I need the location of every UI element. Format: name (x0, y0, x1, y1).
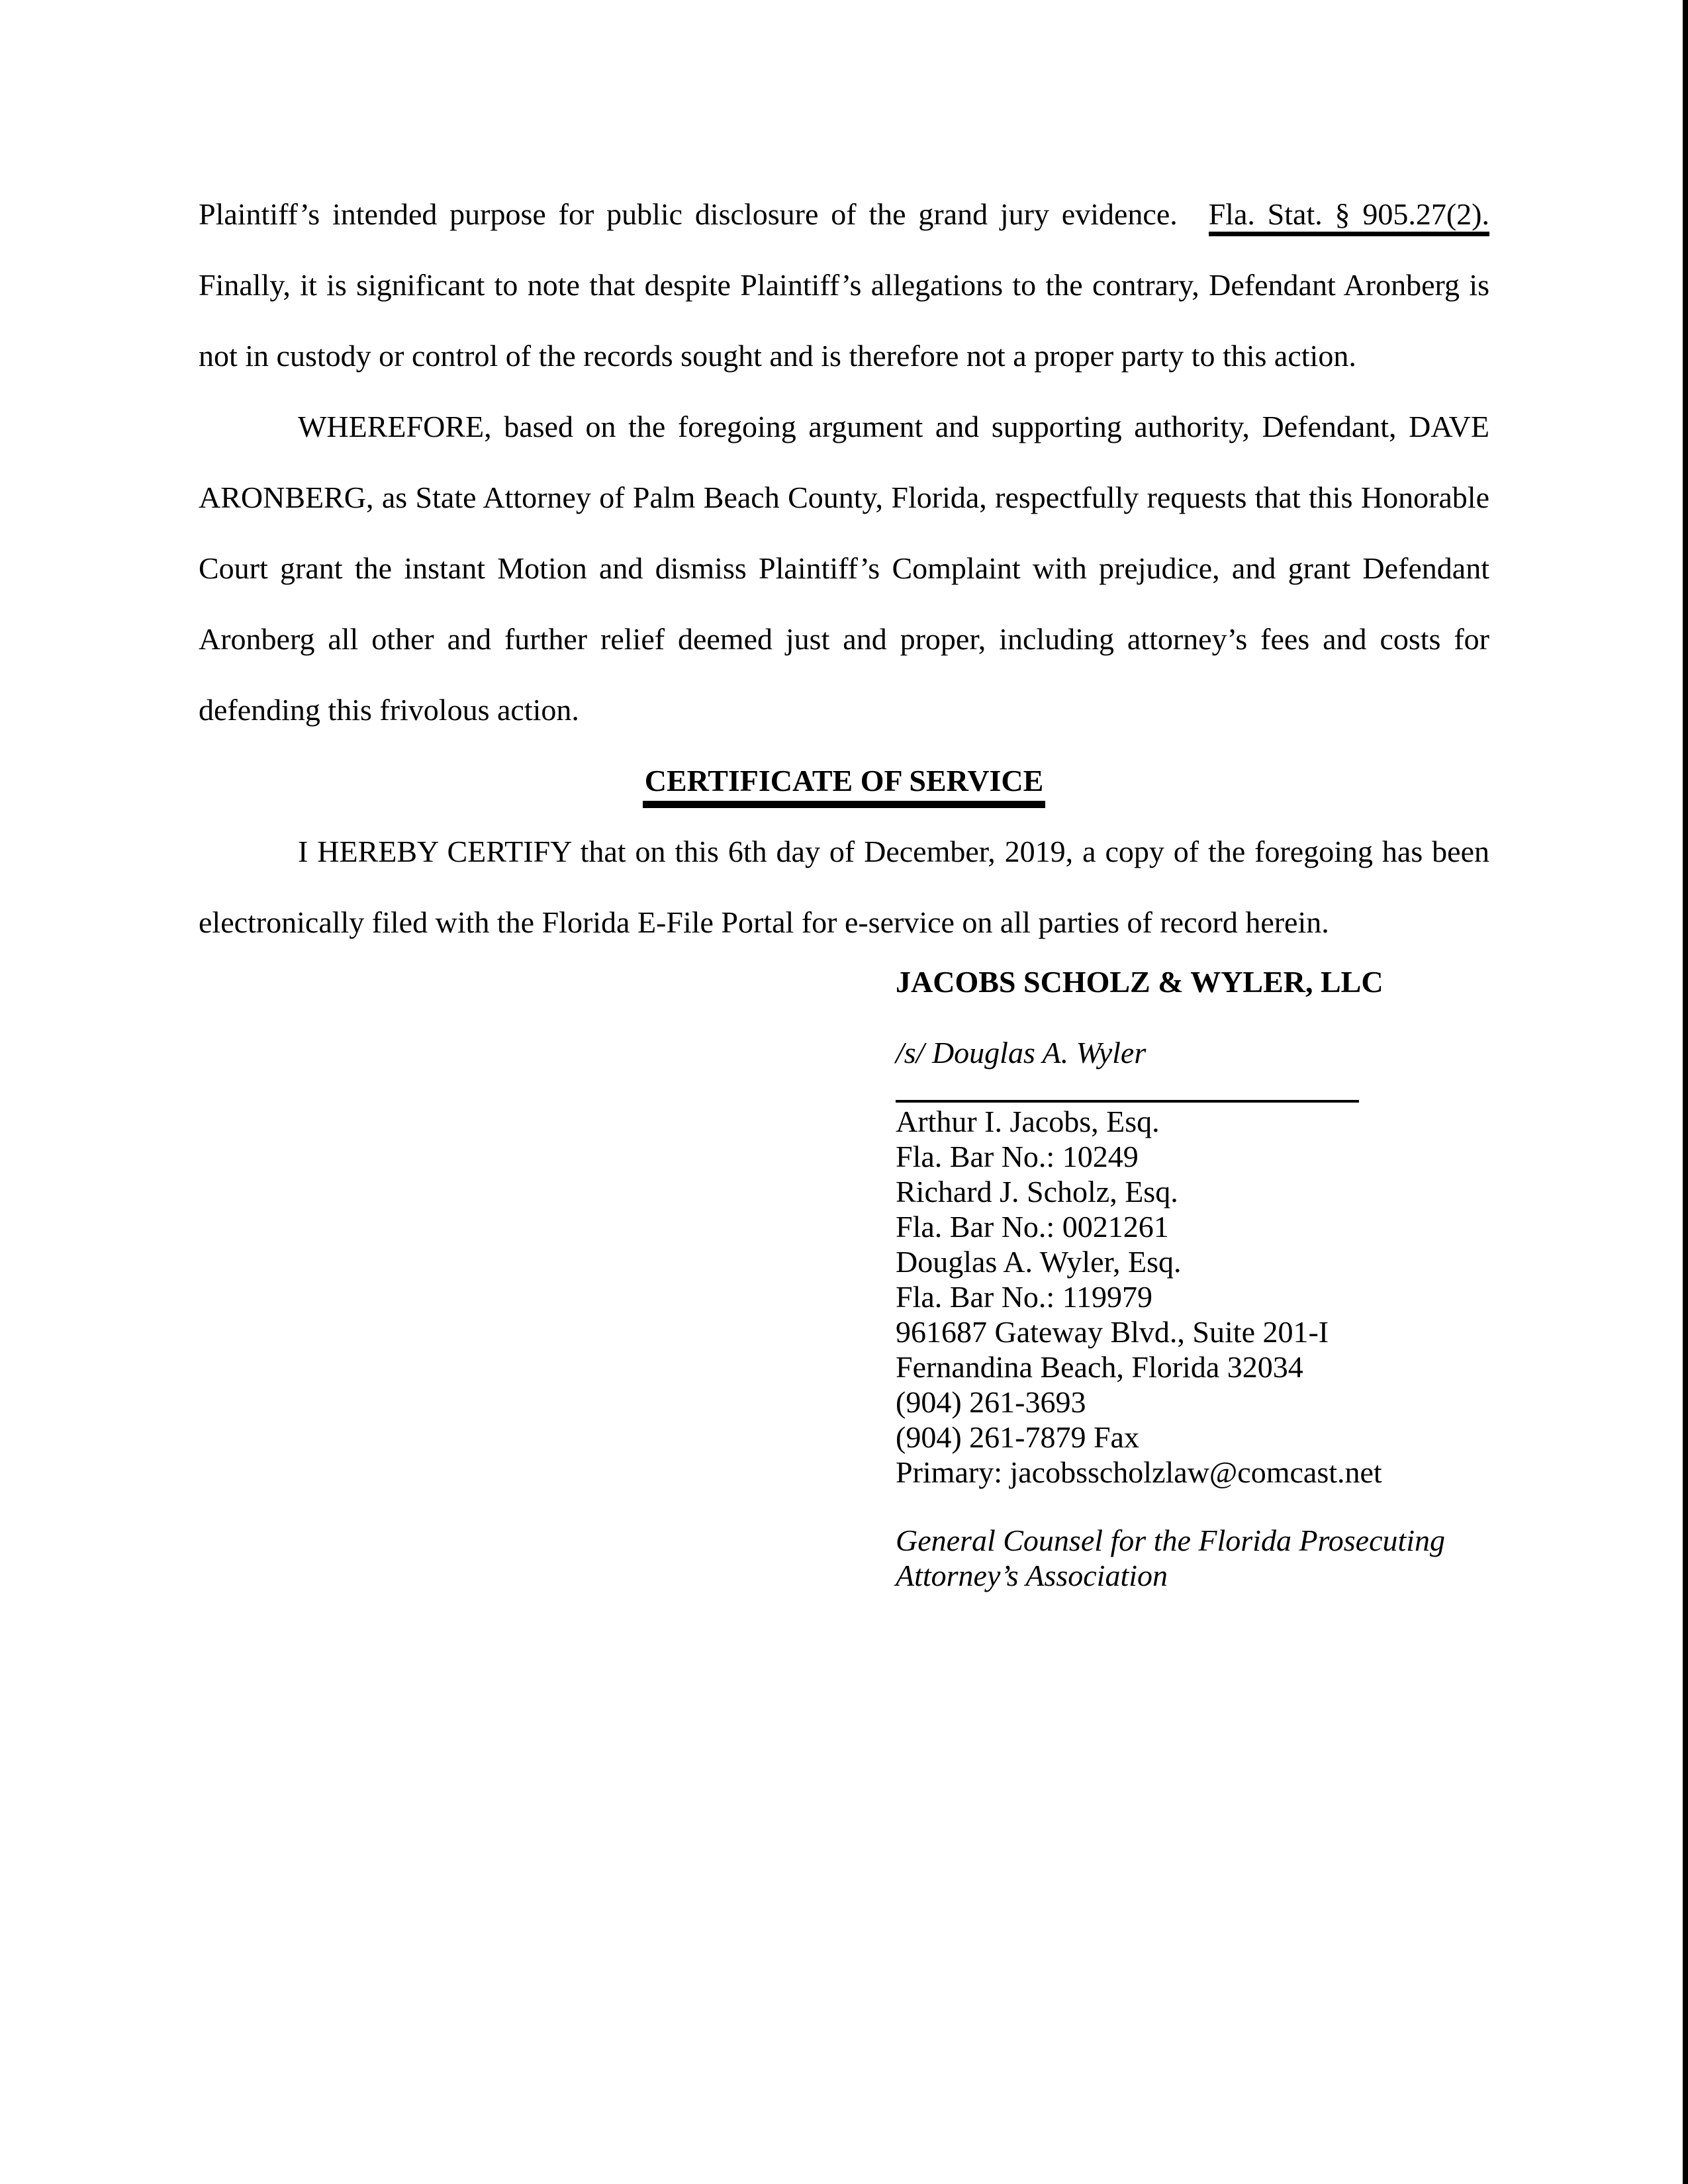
counsel-role-line: General Counsel for the Florida Prosecuting (896, 1524, 1446, 1557)
attorney-contact-line: Fla. Bar No.: 10249 (896, 1140, 1139, 1173)
text-segment: Court grant the instant Motion and dismiss Plaintiff’s Complaint with prejudice, and grant Defendant (199, 551, 1489, 585)
text-segment: Plaintiff’s intended purpose for public disclosure of the grand jury evidence. (199, 197, 1190, 231)
document-line (199, 462, 1489, 533)
text-segment: electronically filed with the Florida E-File Portal for e-service on all parties of record herein. (199, 905, 1329, 939)
attorney-contact-line: (904) 261-3693 (896, 1385, 1086, 1419)
statute-citation: Fla. Stat. § 905.27(2). (1209, 197, 1489, 236)
document-line (199, 320, 1489, 391)
document-line (199, 816, 1489, 887)
attorney-contact-line: Primary: jacobsscholzlaw@comcast.net (896, 1455, 1382, 1489)
law-firm-name: JACOBS SCHOLZ & WYLER, LLC (896, 965, 1383, 999)
paragraph-conclusion (199, 179, 1489, 391)
scan-edge-artifact (1683, 0, 1688, 2184)
attorney-contact-line: Fla. Bar No.: 0021261 (896, 1210, 1169, 1244)
text-segment: Aronberg all other and further relief deemed just and proper, including attorney’s fees and costs for (199, 622, 1489, 656)
document-line (199, 533, 1489, 604)
text-segment: WHEREFORE, based on the foregoing argument and supporting authority, Defendant, DAVE (298, 410, 1489, 443)
spacer (896, 1490, 1558, 1523)
attorney-contact-line: Arthur I. Jacobs, Esq. (896, 1105, 1160, 1138)
signature-block (896, 946, 1558, 1593)
paragraph-wherefore (199, 391, 1489, 745)
text-segment: ARONBERG, as State Attorney of Palm Beach County, Florida, respectfully requests that this Honorable (199, 480, 1489, 514)
certificate-heading-line (199, 745, 1489, 816)
attorney-contact-line: (904) 261-7879 Fax (896, 1420, 1139, 1454)
attorney-contact-line: Richard J. Scholz, Esq. (896, 1175, 1178, 1208)
text-segment: Finally, it is significant to note that despite Plaintiff’s allegations to the contrary, Defendant Aronberg is (199, 268, 1489, 302)
attorney-contact-line: 961687 Gateway Blvd., Suite 201-I (896, 1315, 1329, 1349)
attorney-contact-lines (896, 1104, 1558, 1490)
document-line (199, 250, 1489, 320)
document-line (199, 179, 1489, 250)
document-body (199, 179, 1489, 958)
text-segment: not in custody or control of the records sought and is therefore not a proper party to this action. (199, 339, 1356, 373)
text-segment: I HEREBY CERTIFY that on this 6th day of December, 2019, a copy of the foregoing has been (298, 835, 1489, 868)
document-line (199, 391, 1489, 462)
attorney-contact-line: Douglas A. Wyler, Esq. (896, 1245, 1182, 1279)
counsel-role-lines (896, 1523, 1558, 1593)
document-line (199, 674, 1489, 745)
document-line (199, 604, 1489, 674)
attorney-contact-line: Fernandina Beach, Florida 32034 (896, 1350, 1303, 1384)
electronic-signature: /s/ Douglas A. Wyler (896, 1036, 1147, 1069)
paragraph-certify (199, 816, 1489, 958)
signature-rule (896, 1100, 1359, 1103)
attorney-contact-line: Fla. Bar No.: 119979 (896, 1280, 1152, 1314)
certificate-of-service-heading: CERTIFICATE OF SERVICE (643, 764, 1046, 808)
text-segment: defending this frivolous action. (199, 693, 579, 727)
counsel-role-line: Attorney’s Association (896, 1559, 1168, 1592)
